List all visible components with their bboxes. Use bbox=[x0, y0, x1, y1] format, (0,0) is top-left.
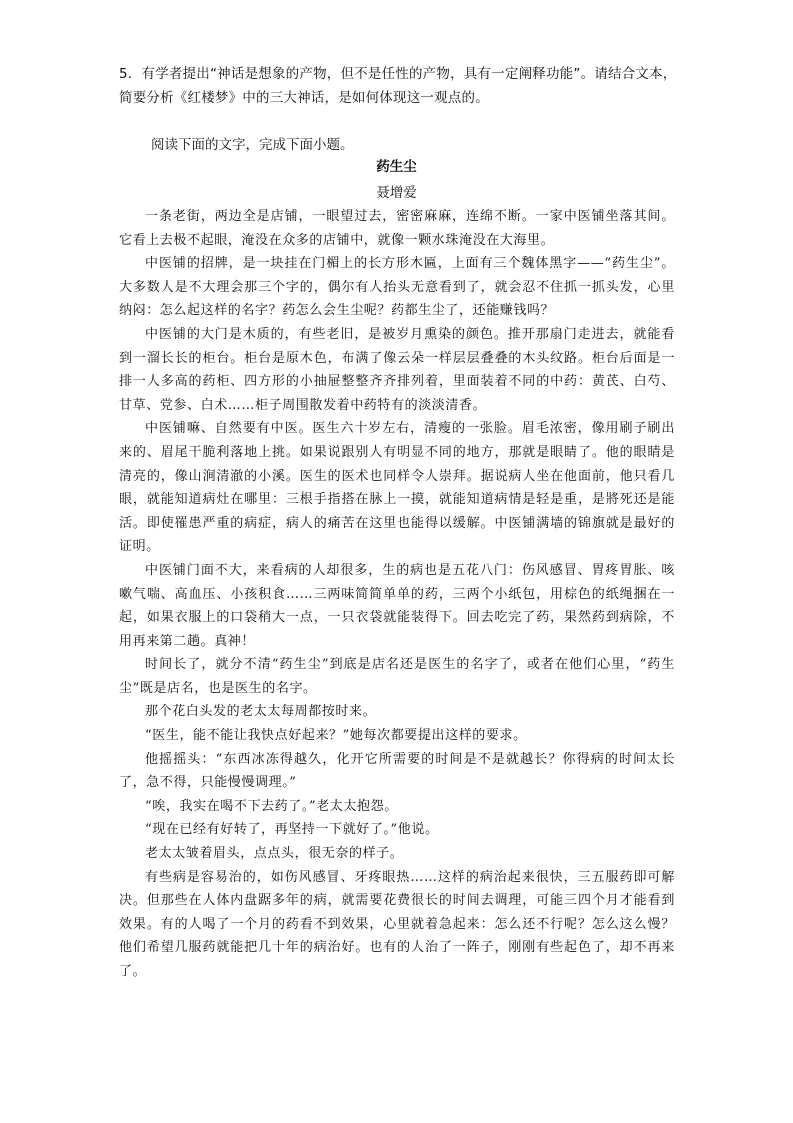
article-paragraph: 有些病是容易治的，如伤风感冒、牙疼眼热……这样的病治起来很快，三五服药即可解决。但那些在人体内盘踞多年的病，就需要花费很长的时间去调理，可能三四个月才能看到效果。有的人喝了一个月的药看不到效果，心里就着急起来：怎么还不行呢？怎么这么慢？他们希望几服药就能把几十年的病治好。也有的人治了一阵子，刚刚有些起色了，却不再来了。 bbox=[119, 869, 675, 979]
article-body bbox=[119, 205, 675, 984]
article-paragraph: 老太太皱着眉头，点点头，很无奈的样子。 bbox=[145, 846, 404, 862]
reading-instruction: 阅读下面的文字，完成下面小题。 bbox=[151, 137, 354, 153]
article-paragraph: 中医铺的招牌，是一块挂在门楣上的长方形木匾，上面有三个魏体黑字——“药生尘”。大多数人是不大理会那三个字的，偶尔有人抬头无意看到了，就会忍不住抓一抓头发，心里纳闷：怎么起这样的名字？药怎么会生尘呢？药都生尘了，还能赚钱吗？ bbox=[119, 256, 675, 319]
article-paragraph: 中医铺门面不大，来看病的人却很多，生的病也是五花八门：伤风感冒、胃疼胃胀、咳嗽气喘、高血压、小孩积食……三两味简简单单的药，三两个小纸包，用棕色的纸绳捆在一起，如果衣服上的口袋稍大一点，一只衣袋就能装得下。回去吃完了药，果然药到病除，不用再来第二趟。真神！ bbox=[119, 562, 675, 649]
article-paragraph: “现在已经有好转了，再坚持一下就好了。”他说。 bbox=[145, 822, 439, 838]
article-paragraph: 一条老街，两边全是店铺，一眼望过去，密密麻麻，连绵不断。一家中医铺坐落其间。它看上去极不起眼，淹没在众多的店铺中，就像一颗水珠淹没在大海里。 bbox=[119, 209, 675, 248]
article-title: 药生尘 bbox=[376, 159, 417, 175]
article-paragraph: 中医铺的大门是木质的，有些老旧，是被岁月熏染的颜色。推开那扇门走进去，就能看到一溜长长的柜台。柜台是原木色，布满了像云朵一样层层叠叠的木头纹路。柜台后面是一排一人多高的药柜、四方形的小抽屉整整齐齐排列着，里面装着不同的中药：黄芪、白芍、甘草、党参、白术……柜子周围散发着中药特有的淡淡清香。 bbox=[119, 326, 675, 413]
article-paragraph: 时间长了，就分不清“药生尘”到底是店名还是医生的名字了，或者在他们心里，“药生尘”既是店名，也是医生的名字。 bbox=[119, 657, 675, 696]
article-paragraph: 那个花白头发的老太太每周都按时来。 bbox=[145, 704, 377, 720]
article-paragraph: 中医铺嘛、自然要有中医。医生六十岁左右，清瘦的一张脸。眉毛浓密，像用刷子刷出来的、眉尾干脆利落地上挑。如果说跟别人有明显不同的地方，那就是眼睛了。他的眼睛是清亮的，像山涧清澈的小溪。医生的医术也同样令人崇拜。据说病人坐在他面前，他只看几眼，就能知道病灶在哪里：三根手指搭在脉上一摸，就能知道病情是轻是重，是將死还是能活。即使罹患严重的病症，病人的痛苦在这里也能得以缓解。中医铺满墙的锦旗就是最好的证明。 bbox=[119, 421, 675, 555]
article-paragraph: “唉，我实在喝不下去药了。”老太太抱怨。 bbox=[145, 798, 398, 814]
article-author: 聂增爱 bbox=[376, 185, 417, 201]
article-paragraph: 他摇摇头：“东西冰冻得越久，化开它所需要的时间是不是就越长？你得病的时间太长了，急不得，只能慢慢调理。” bbox=[119, 751, 675, 791]
article-paragraph: “医生，能不能让我快点好起来？”她每次都要提出这样的要求。 bbox=[145, 728, 527, 744]
question-5-text: 5．有学者提出“神话是想象的产物，但不是任性的产物，具有一定阐释功能”。请结合文本，简要分析《红楼梦》中的三大神话，是如何体现这一观点的。 bbox=[119, 66, 677, 106]
